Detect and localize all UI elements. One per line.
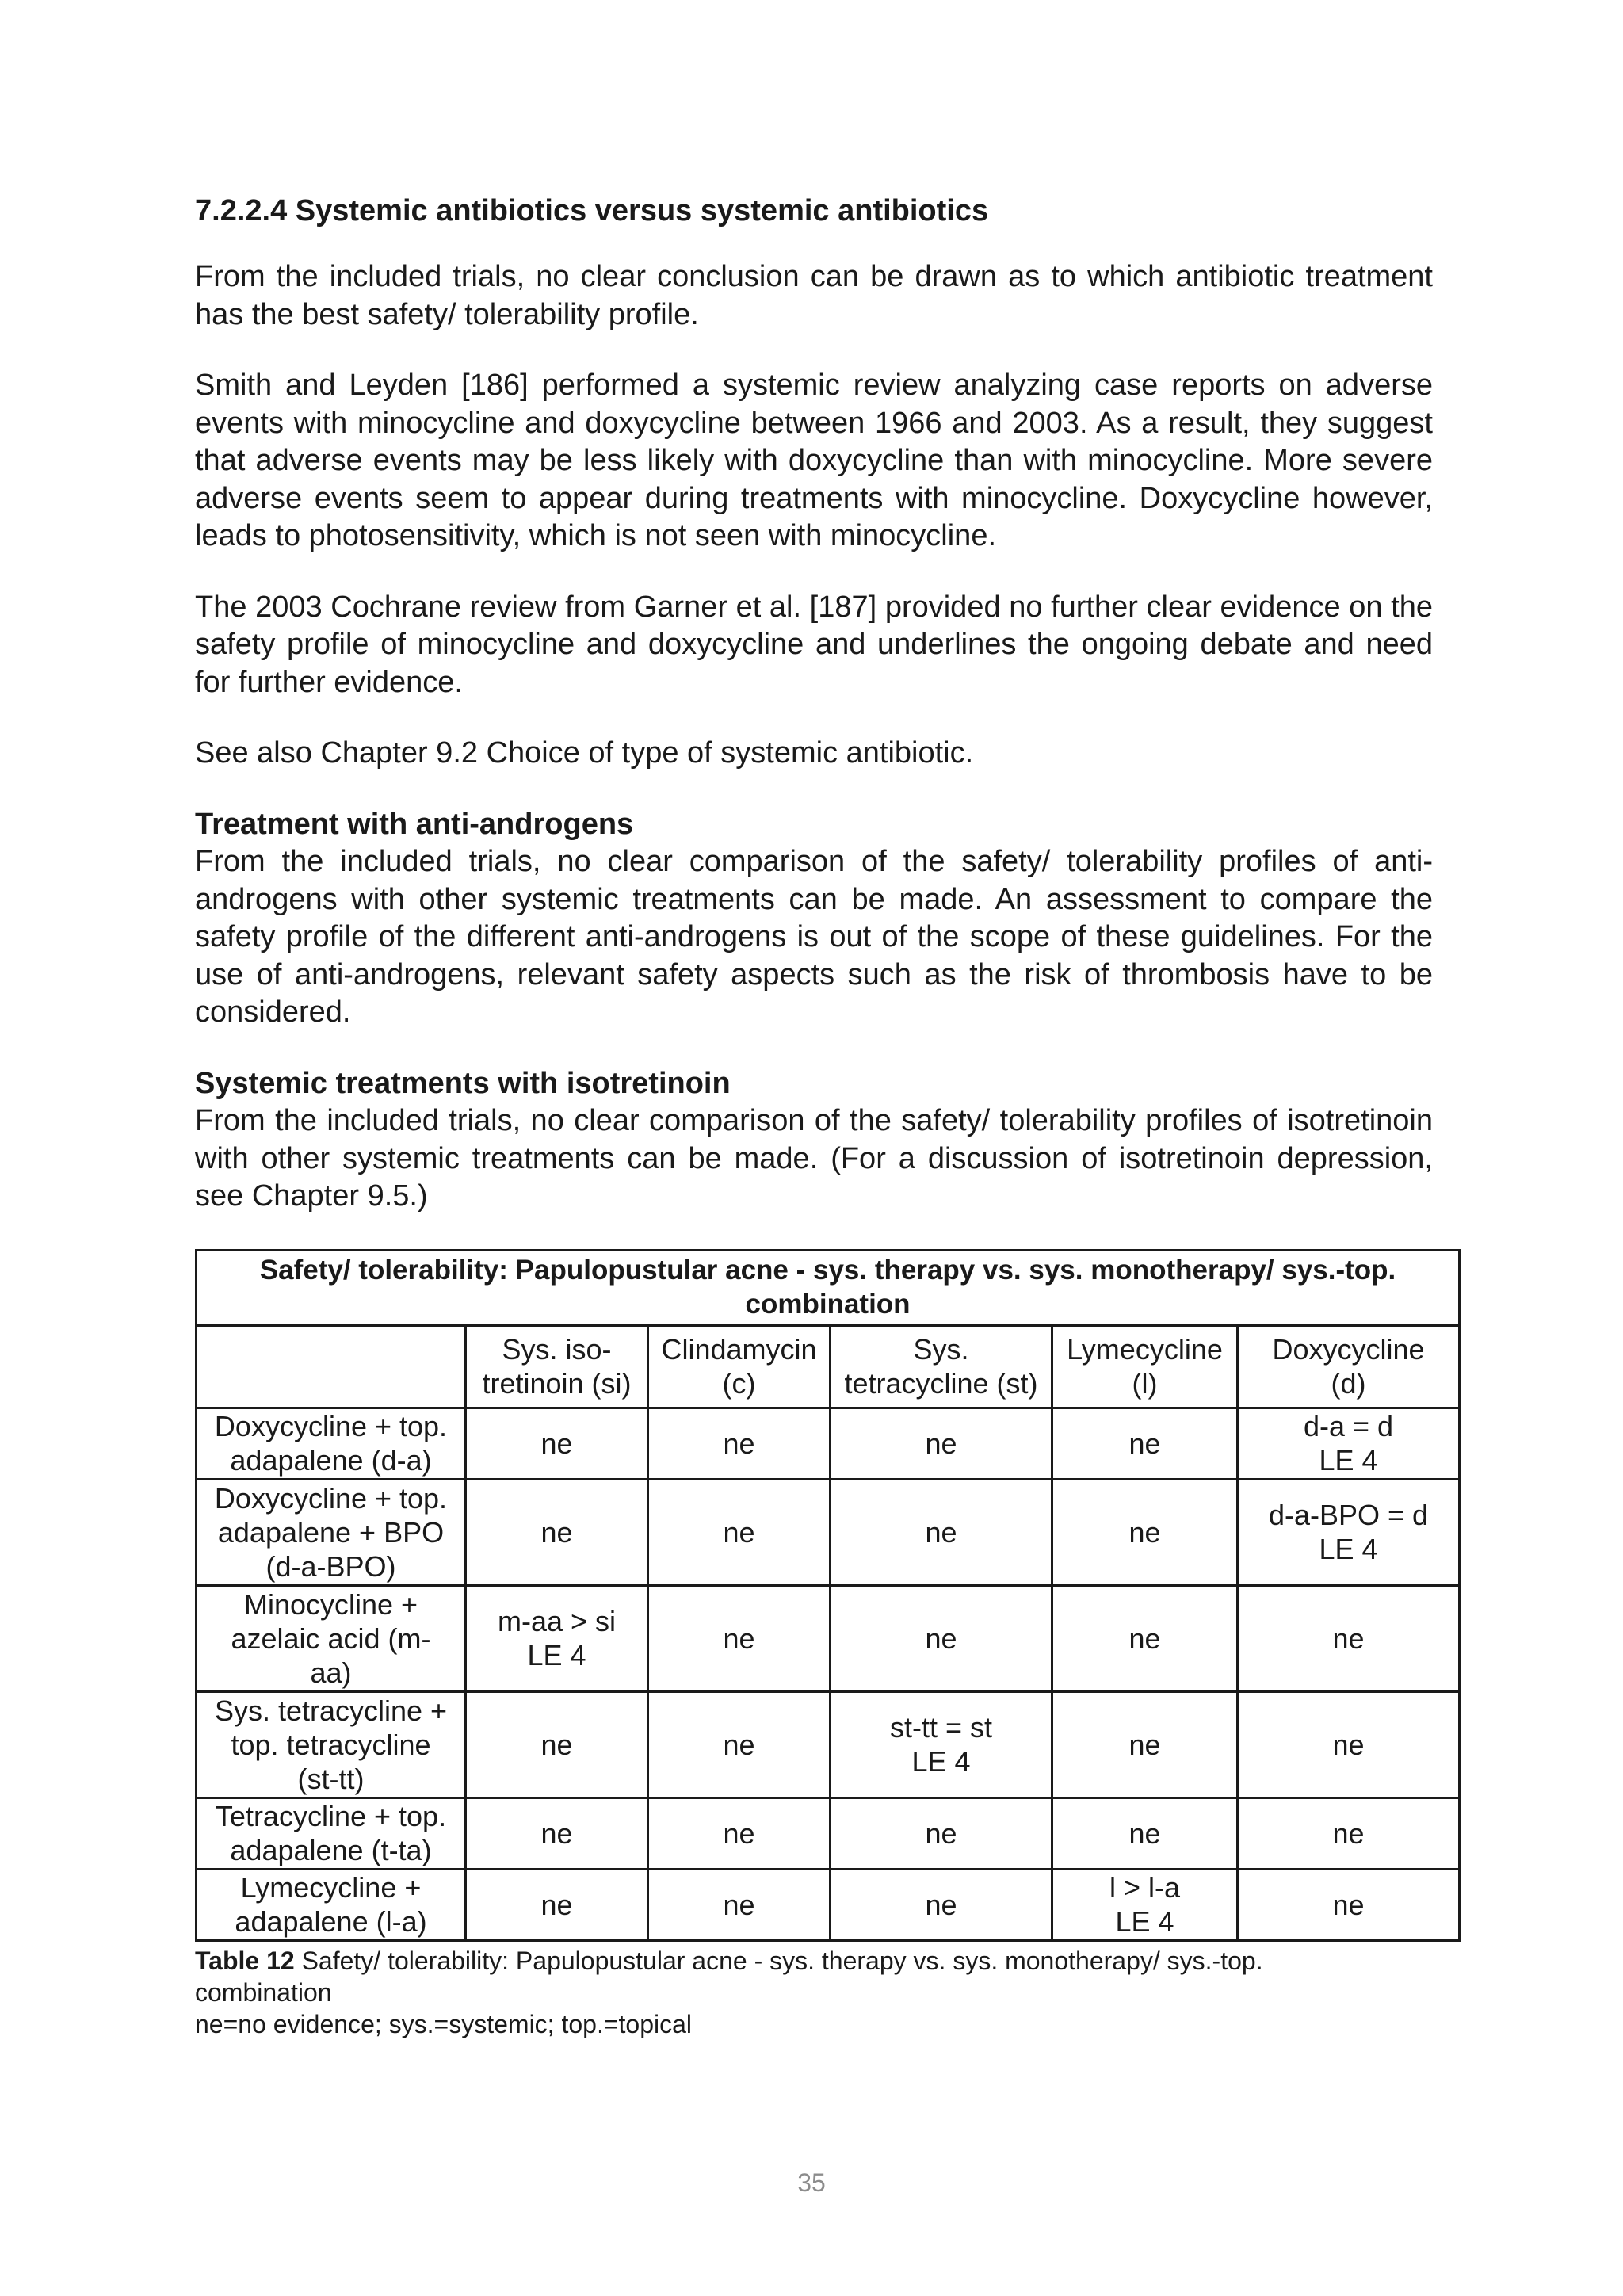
table-cell: ne <box>1238 1585 1460 1691</box>
paragraph-see-also: See also Chapter 9.2 Choice of type of systemic antibiotic. <box>195 736 974 770</box>
table-cell: st-tt = st LE 4 <box>831 1691 1052 1797</box>
isotretinoin-text: From the included trials, no clear comparison of the safety/ tolerability profiles of isotretinoin with other systemic treatments can be made. (For a discussion of isotretinoin depression, see Chapter 9.5.) <box>195 1104 1433 1213</box>
table-row <box>197 1585 1460 1691</box>
table-title-row <box>197 1250 1460 1325</box>
table-title-line: Safety/ tolerability: Papulopustular acne - sys. therapy vs. sys. monotherapy/ sys.-top. <box>259 1254 1396 1286</box>
table-corner-cell <box>197 1325 466 1408</box>
table-cell: ne <box>466 1408 648 1479</box>
row-label: Tetracycline + top. adapalene (t-ta) <box>197 1797 466 1869</box>
row-label: Doxycycline + top. adapalene + BPO (d-a-BPO) <box>197 1479 466 1585</box>
table-cell: d-a-BPO = d LE 4 <box>1238 1479 1460 1585</box>
anti-androgens-text: From the included trials, no clear comparison of the safety/ tolerability profiles of anti-androgens with other systemic treatments can be made. An assessment to compare the safety profile of the different anti-androgens is out of the scope of these guidelines. For the use of anti-androgens, relevant safety aspects such as the risk of thrombosis have to be considered. <box>195 845 1433 1029</box>
anti-androgens-section <box>195 806 1433 1032</box>
table-cell: ne <box>1052 1691 1238 1797</box>
table-cell: ne <box>831 1479 1052 1585</box>
table-cell: l > l-a LE 4 <box>1052 1869 1238 1940</box>
page-content <box>195 190 1433 2040</box>
caption-text: Safety/ tolerability: Papulopustular acne - sys. therapy vs. sys. monotherapy/ sys.-top. <box>294 1946 1263 1975</box>
table-cell: ne <box>648 1585 831 1691</box>
table-cell: ne <box>831 1408 1052 1479</box>
row-label: Doxycycline + top. adapalene (d-a) <box>197 1408 466 1479</box>
isotretinoin-section <box>195 1065 1433 1216</box>
isotretinoin-heading: Systemic treatments with isotretinoin <box>195 1066 731 1100</box>
table-cell: ne <box>1052 1408 1238 1479</box>
column-header: Sys. iso- tretinoin (si) <box>466 1325 648 1408</box>
table-header-row <box>197 1325 1460 1408</box>
table-title-line: combination <box>745 1288 911 1320</box>
column-header: Sys. tetracycline (st) <box>831 1325 1052 1408</box>
table-cell: ne <box>1052 1797 1238 1869</box>
paragraph-smith-leyden: Smith and Leyden [186] performed a systemic review analyzing case reports on adverse events with minocycline and doxycycline between 1966 and 2003. As a result, they suggest that adverse events may be less likely with doxycycline than with minocycline. More severe adverse events seem to appear during treatments with minocycline. Doxycycline however, leads to photosensitivity, which is not seen with minocycline. <box>195 369 1433 552</box>
table-cell: ne <box>1238 1797 1460 1869</box>
table-cell: ne <box>648 1408 831 1479</box>
table-cell: d-a = d LE 4 <box>1238 1408 1460 1479</box>
section-heading: 7.2.2.4 Systemic antibiotics versus systemic antibiotics <box>195 194 989 227</box>
table-cell: ne <box>466 1869 648 1940</box>
table-cell: ne <box>648 1691 831 1797</box>
table-caption <box>195 1945 1458 2040</box>
caption-legend: ne=no evidence; sys.=systemic; top.=topical <box>195 2009 693 2038</box>
table-cell: ne <box>831 1797 1052 1869</box>
table-row <box>197 1869 1460 1940</box>
table-row <box>197 1691 1460 1797</box>
caption-label: Table 12 <box>195 1946 295 1975</box>
table-cell: ne <box>1052 1479 1238 1585</box>
row-label: Minocycline + azelaic acid (m- aa) <box>197 1585 466 1691</box>
column-header: Doxycycline (d) <box>1238 1325 1460 1408</box>
table-row <box>197 1479 1460 1585</box>
table-cell: ne <box>831 1869 1052 1940</box>
paragraph-cochrane: The 2003 Cochrane review from Garner et al. [187] provided no further clear evidence on the safety profile of minocycline and doxycycline and underlines the ongoing debate and need for further evidence. <box>195 590 1433 699</box>
table-cell: ne <box>1238 1869 1460 1940</box>
row-label: Sys. tetracycline + top. tetracycline (st-tt) <box>197 1691 466 1797</box>
caption-text-continued: combination <box>195 1977 332 2007</box>
table-cell: ne <box>466 1691 648 1797</box>
table-row <box>197 1797 1460 1869</box>
column-header: Clindamycin (c) <box>648 1325 831 1408</box>
page-number: 35 <box>797 2168 826 2197</box>
row-label: Lymecycline + adapalene (l-a) <box>197 1869 466 1940</box>
table-cell: ne <box>831 1585 1052 1691</box>
anti-androgens-heading: Treatment with anti-androgens <box>195 807 634 841</box>
table-cell: ne <box>1238 1691 1460 1797</box>
table-cell: ne <box>466 1479 648 1585</box>
table-cell: ne <box>648 1479 831 1585</box>
column-header: Lymecycline (l) <box>1052 1325 1238 1408</box>
safety-table <box>195 1249 1461 1942</box>
paragraph-conclusion: From the included trials, no clear conclusion can be drawn as to which antibiotic treatment has the best safety/ tolerability profile. <box>195 260 1433 331</box>
table-row <box>197 1408 1460 1479</box>
table-cell: ne <box>1052 1585 1238 1691</box>
table-cell: ne <box>648 1797 831 1869</box>
table-cell: ne <box>466 1797 648 1869</box>
table-cell: m-aa > si LE 4 <box>466 1585 648 1691</box>
table-title <box>197 1250 1460 1325</box>
table-cell: ne <box>648 1869 831 1940</box>
